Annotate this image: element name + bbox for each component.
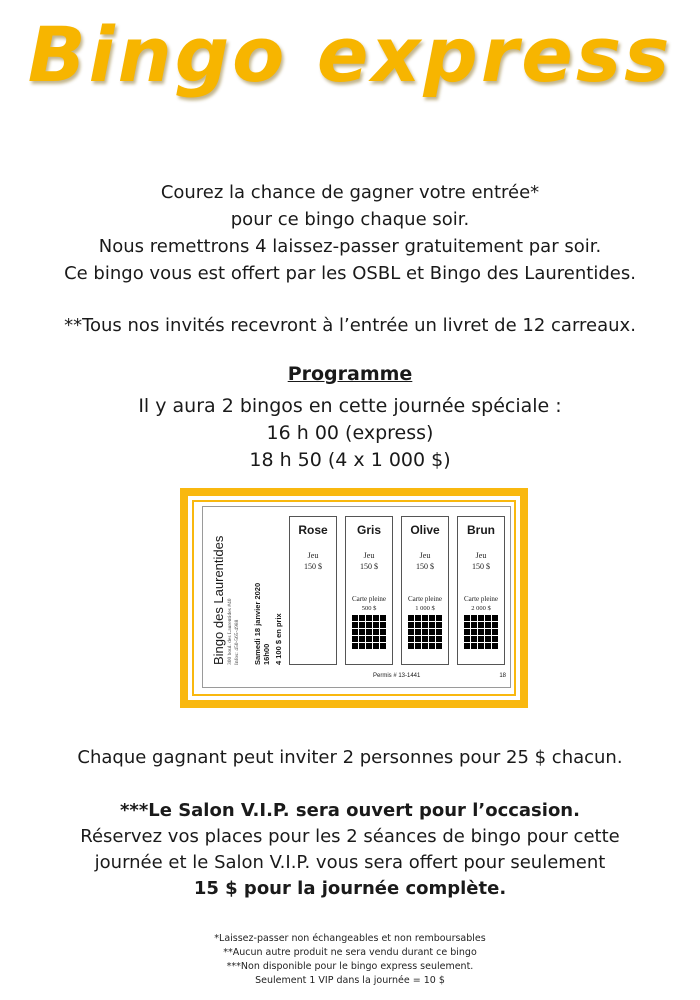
booklet-note: **Tous nos invités recevront à l’entrée un livret de 12 carreaux. [64, 315, 636, 336]
card-name: Rose [298, 523, 328, 537]
grid-cell [408, 622, 414, 628]
page-title: Bingo express [27, 10, 673, 99]
ticket-card-gris [345, 516, 393, 665]
grid-cell [380, 615, 386, 621]
grid-cell [464, 643, 470, 649]
grid-cell [436, 622, 442, 628]
grid-cell [464, 636, 470, 642]
ticket-card-brun [457, 516, 505, 665]
vip-line: journée et le Salon V.I.P. vous sera offert pour seulement [94, 852, 606, 873]
ticket-prize: 4 100 $ en prix [274, 613, 283, 665]
grid-cell [429, 636, 435, 642]
intro-line: pour ce bingo chaque soir. [230, 209, 470, 230]
bingo-ticket-image [180, 488, 528, 708]
grid-cell [429, 629, 435, 635]
grid-cell [359, 629, 365, 635]
grid-cell [464, 615, 470, 621]
grid-cell [464, 622, 470, 628]
card-full-label: Carte pleine [463, 595, 498, 603]
grid-cell [408, 643, 414, 649]
grid-cell [485, 629, 491, 635]
programme-schedule [0, 393, 700, 474]
bingo-grid [408, 615, 442, 649]
vip-section [0, 798, 700, 902]
programme-line: 18 h 50 (4 x 1 000 $) [249, 449, 451, 471]
grid-cell [429, 643, 435, 649]
card-jeu-label: Jeu [475, 551, 487, 560]
grid-cell [408, 615, 414, 621]
card-full-label: Carte pleine [351, 595, 386, 603]
footnotes [0, 932, 700, 988]
ticket-time: 16h00 [262, 643, 271, 665]
grid-cell [408, 636, 414, 642]
ticket-number: 18 [499, 673, 506, 679]
ticket-date: Samedi 18 janvier 2020 [253, 582, 262, 665]
card-jeu-label: Jeu [419, 551, 431, 560]
card-name: Olive [410, 523, 440, 537]
grid-cell [415, 629, 421, 635]
card-full-value: 2 000 $ [471, 605, 491, 612]
ticket-card-rose [289, 516, 337, 665]
grid-cell [471, 622, 477, 628]
ticket-address: 300 boul. des Laurentides #40 [227, 598, 233, 665]
programme-heading: Programme [287, 363, 413, 385]
ticket-side-info [205, 509, 285, 669]
programme-line: 16 h 00 (express) [266, 422, 434, 444]
card-jeu-label: Jeu [363, 551, 375, 560]
vip-headline: ***Le Salon V.I.P. sera ouvert pour l’occasion. [120, 800, 580, 821]
card-full-value: 500 $ [361, 605, 377, 612]
grid-cell [408, 629, 414, 635]
card-jeu-label: Jeu [307, 551, 319, 560]
card-name: Gris [356, 523, 381, 537]
intro-line: Courez la chance de gagner votre entrée* [160, 182, 540, 203]
grid-cell [478, 615, 484, 621]
card-full-label: Carte pleine [407, 595, 442, 603]
ticket-permit: Permis # 13-1441 [373, 673, 421, 679]
grid-cell [415, 622, 421, 628]
card-full-value: 1 000 $ [415, 605, 435, 612]
grid-cell [436, 615, 442, 621]
grid-cell [359, 636, 365, 642]
grid-cell [492, 636, 498, 642]
grid-cell [373, 615, 379, 621]
vip-line: Réservez vos places pour les 2 séances de bingo pour cette [80, 826, 620, 847]
grid-cell [478, 629, 484, 635]
intro-line: Nous remettrons 4 laissez-passer gratuitement par soir. [98, 236, 602, 257]
intro-text [0, 179, 700, 287]
card-jeu-value: 150 $ [472, 562, 490, 571]
grid-cell [380, 643, 386, 649]
grid-cell [366, 636, 372, 642]
grid-cell [366, 615, 372, 621]
ticket-card-olive [401, 516, 449, 665]
grid-cell [366, 643, 372, 649]
grid-cell [359, 615, 365, 621]
grid-cell [380, 629, 386, 635]
grid-cell [422, 629, 428, 635]
grid-cell [422, 622, 428, 628]
grid-cell [352, 622, 358, 628]
ticket-info: Infos: 450-565-4988 [234, 619, 240, 665]
grid-cell [380, 636, 386, 642]
grid-cell [478, 636, 484, 642]
grid-cell [429, 622, 435, 628]
card-name: Brun [467, 523, 495, 537]
grid-cell [352, 636, 358, 642]
footnote: **Aucun autre produit ne sera vendu durant ce bingo [223, 947, 477, 958]
bingo-grid [352, 615, 386, 649]
grid-cell [352, 629, 358, 635]
grid-cell [422, 643, 428, 649]
grid-cell [485, 622, 491, 628]
grid-cell [373, 622, 379, 628]
grid-cell [471, 615, 477, 621]
card-jeu-value: 150 $ [416, 562, 434, 571]
programme-line: Il y aura 2 bingos en cette journée spéciale : [138, 395, 562, 417]
grid-cell [485, 636, 491, 642]
invite-text: Chaque gagnant peut inviter 2 personnes pour 25 $ chacun. [77, 747, 623, 768]
bingo-ticket [202, 506, 511, 688]
card-jeu-value: 150 $ [360, 562, 378, 571]
bingo-grid [464, 615, 498, 649]
grid-cell [492, 629, 498, 635]
grid-cell [436, 629, 442, 635]
grid-cell [422, 636, 428, 642]
grid-cell [373, 636, 379, 642]
grid-cell [492, 643, 498, 649]
grid-cell [436, 636, 442, 642]
grid-cell [415, 615, 421, 621]
grid-cell [464, 629, 470, 635]
grid-cell [373, 643, 379, 649]
grid-cell [366, 629, 372, 635]
grid-cell [359, 622, 365, 628]
grid-cell [436, 643, 442, 649]
grid-cell [485, 643, 491, 649]
footnote: ***Non disponible pour le bingo express seulement. [226, 961, 474, 972]
grid-cell [478, 643, 484, 649]
card-jeu-value: 150 $ [304, 562, 322, 571]
grid-cell [492, 615, 498, 621]
grid-cell [415, 643, 421, 649]
grid-cell [492, 622, 498, 628]
grid-cell [359, 643, 365, 649]
grid-cell [422, 615, 428, 621]
grid-cell [471, 636, 477, 642]
grid-cell [471, 643, 477, 649]
grid-cell [373, 629, 379, 635]
footnote: *Laissez-passer non échangeables et non remboursables [214, 933, 486, 944]
grid-cell [366, 622, 372, 628]
grid-cell [380, 622, 386, 628]
grid-cell [485, 615, 491, 621]
ticket-org-name: Bingo des Laurentides [211, 535, 226, 665]
grid-cell [352, 643, 358, 649]
grid-cell [478, 622, 484, 628]
footnote: Seulement 1 VIP dans la journée = 10 $ [255, 975, 445, 986]
grid-cell [471, 629, 477, 635]
intro-line: Ce bingo vous est offert par les OSBL et Bingo des Laurentides. [64, 263, 636, 284]
grid-cell [352, 615, 358, 621]
vip-price: 15 $ pour la journée complète. [193, 878, 507, 899]
grid-cell [429, 615, 435, 621]
grid-cell [415, 636, 421, 642]
